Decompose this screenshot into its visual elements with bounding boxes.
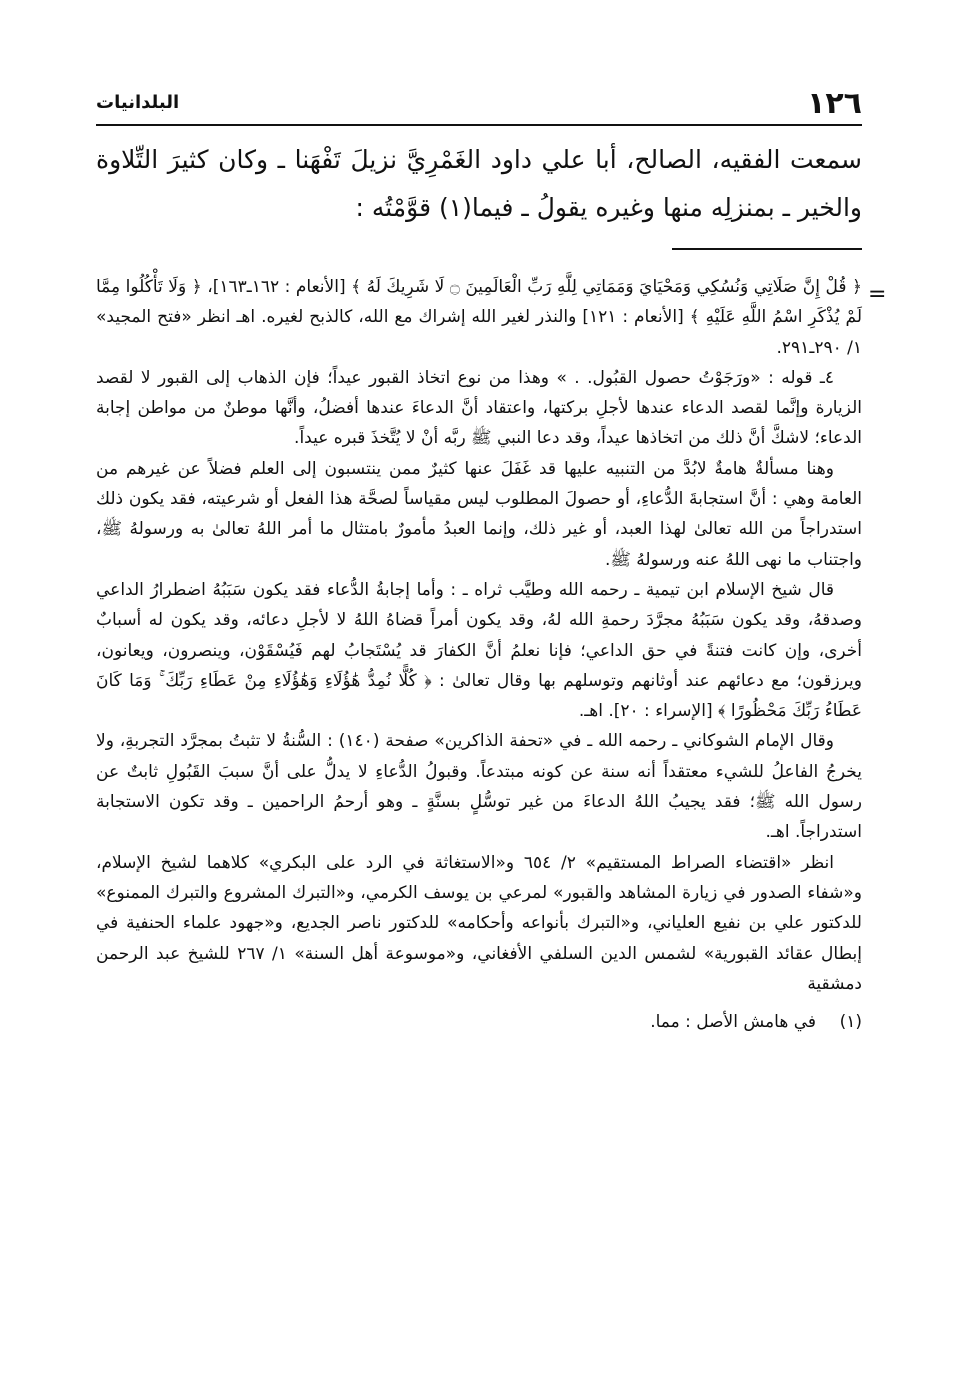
footnote-text: في هامش الأصل : مما. bbox=[650, 1012, 816, 1033]
footnote-paragraph: ٤ـ قوله : «ورَجَوْتُ حصول القبُول. . » وهذا من نوع اتخاذ القبور عيداً؛ فإن الذهاب إلى القبور لا لقصد الزيارة وإنَّما لقصد الدعاء عندها لأجلِ بركتها، واعتقاد أنَّ الدعاءَ عندها أفضلُ، وأنَّها موطنٌ من مواطن إجابة الدعاء؛ لاشكَّ أنَّ ذلك من اتخاذها عيداً، وقد دعا النبي ﷺ ربَّه أنْ لا يُتَّخذَ قبره عيداً. bbox=[96, 367, 862, 449]
footnote-paragraph: انظر «اقتضاء الصراط المستقيم» ٢/ ٦٥٤ و«الاستغاثة في الرد على البكري» كلاهما لشيخ الإسلام، و«شفاء الصدور في زيارة المشاهد والقبور» لمرعي بن يوسف الكرمي، و«التبرك المشروع والتبرك الممنوع» للدكتور علي بن نفيع العلياني، و«التبرك بأنواعه وأحكامه» للدكتور ناصر الجديع، و«جهود علماء الحنفية في إبطال عقائد القبورية» لشمس الدين السلفي الأفغاني، و«موسوعة أهل السنة» ١/ ٢٦٧ للشيخ عبد الرحمن دمشقية bbox=[96, 852, 862, 994]
page-header bbox=[96, 84, 862, 124]
footnote-1 bbox=[96, 1007, 862, 1037]
continuation-marker: = bbox=[868, 282, 887, 307]
main-text: سمعت الفقيه، الصالح، أبا علي داود الغَمْرِيَّ نزيلَ تَفْهَنا ـ وكان كثيرَ التِّلاوة والخير ـ بمنزلِه منها وغيره يقولُ ـ فيما(١) قوَّمْتُه : bbox=[96, 145, 862, 222]
footnote-number: (١) bbox=[839, 1012, 862, 1033]
footnote-paragraph: وقال الإمام الشوكاني ـ رحمه الله ـ في «تحفة الذاكرين» صفحة (١٤٠) : السُّنةُ لا تثبتُ بمجرَّد التجربةِ، ولا يخرجُ الفاعلُ للشيء معتقداً أنه سنة عن كونه مبتدعاً. وقبولُ الدُّعاءِ لا يدلُّ على أنَّ سببَ القَبُولِ ثابتٌ عن رسول الله ﷺ؛ فقد يجيبُ اللهُ الدعاءَ من غير توسُّلٍ بسنَّةٍ ـ وهو أرحمُ الراحمين ـ وقد تكون الاستجابة استدراجاً. اهـ. bbox=[96, 731, 862, 843]
header-rule bbox=[96, 124, 862, 126]
footnote-paragraph: قال شيخ الإسلام ابن تيمية ـ رحمه الله وطيَّب ثراه ـ : وأما إجابةُ الدُّعاء فقد يكون سَبَبُهُ اضطرارُ الداعي وصدقهُ، وقد يكون سَبَبُهُ مجرَّدَ رحمةِ الله لهُ، وقد يكون أمراً قضاهُ اللهُ لا لأجلِ دعائه، وقد يكون له أسبابٌ أخرى، وإن كانت فتنةً في حق الداعي؛ فإنا نعلمُ أنَّ الكفارَ قد يُسْتَجابُ لهم فَيُسْقَوْن، وينصرون، ويعانون، ويرزقون؛ مع دعائهم عند أوثانهم وتوسلهم بها وقال تعالىٰ : ﴿ كُلًّا نُمِدُّ هَٰؤُلَاءِ وَهَٰؤُلَاءِ مِنْ عَطَاءِ رَبِّكَ ۚ وَمَا كَانَ عَطَاءُ رَبِّكَ مَحْظُورًا ﴾ [الإسراء : ٢٠]. اهـ. bbox=[96, 579, 862, 722]
footnote-separator bbox=[672, 248, 862, 250]
page-number: ١٢٦ bbox=[807, 86, 862, 121]
running-head: البلدانيات bbox=[96, 92, 180, 113]
footnote-paragraph: ﴿ قُلْ إِنَّ صَلَاتِي وَنُسُكِي وَمَحْيَايَ وَمَمَاتِي لِلَّهِ رَبِّ الْعَالَمِينَ ۝ لَا شَرِيكَ لَهُ ﴾ [الأنعام : ١٦٢ـ١٦٣]، ﴿ وَلَا تَأْكُلُوا مِمَّا لَمْ يُذْكَرِ اسْمُ اللَّهِ عَلَيْهِ ﴾ [الأنعام : ١٢١] والنذر لغير الله إشراك مع الله، كالذبح لغيره. اهـ انظر «فتح المجيد» ١/ ٢٩٠ـ٢٩١. bbox=[96, 277, 863, 358]
footnote-paragraph: وهنا مسألةٌ هامةٌ لابُدَّ من التنبيه عليها قد غَفَلَ عنها كثيرٌ ممن ينتسبون إلى العلم فضلاً عن غيرهم من العامة وهي : أنَّ استجابةَ الدُّعاءِ، أو حصولَ المطلوب ليس مقياساً لصحَّة هذا الفعل أو شرعيته، فقد يكون ذلك استدراجاً من الله تعالىٰ لهذا العبد، أو غير ذلك، وإنما العبدُ مأمورٌ بامتثال ما أمر اللهُ تعالىٰ به ورسولهُ ﷺ، واجتناب ما نهى اللهُ عنه ورسولهُ ﷺ. bbox=[96, 458, 862, 570]
footnotes bbox=[96, 272, 862, 1037]
